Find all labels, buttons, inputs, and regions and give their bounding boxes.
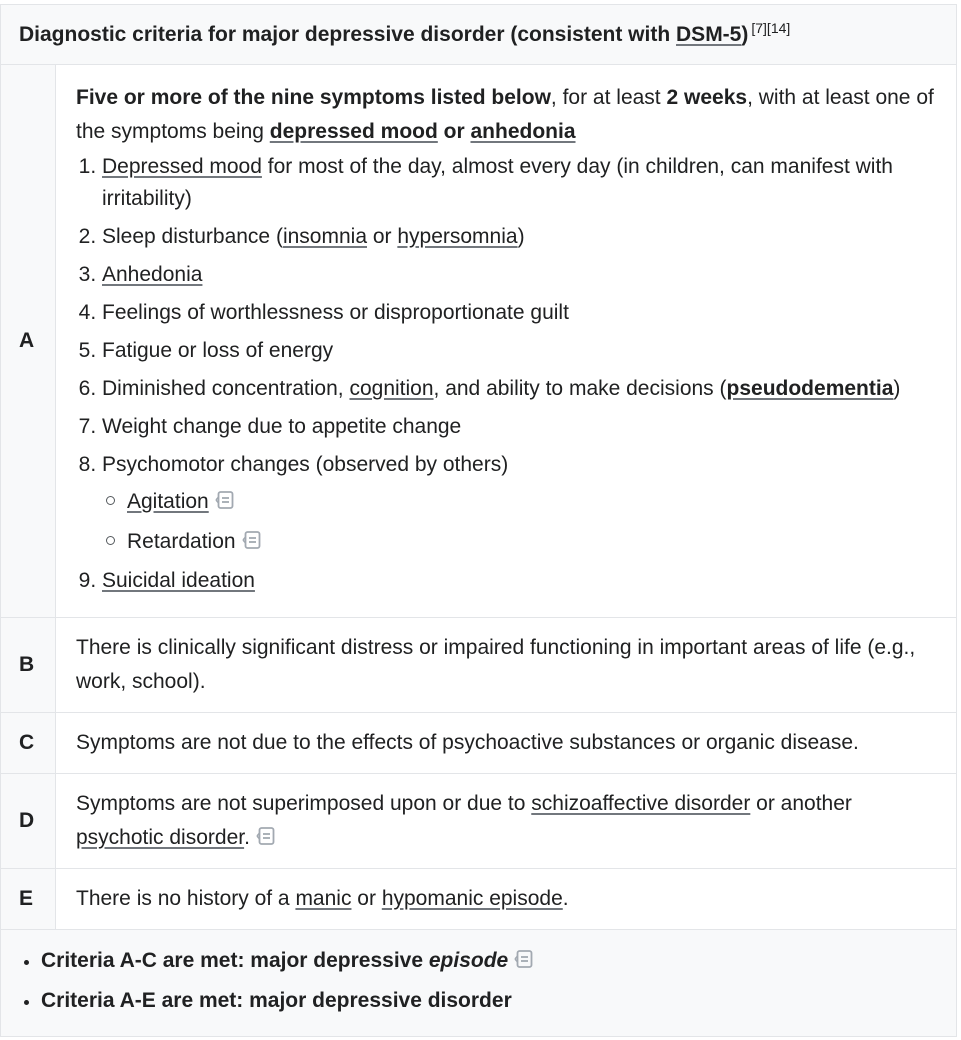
caption-text: Diagnostic criteria for major depressive disorder (consistent with — [19, 22, 677, 46]
criteria-table — [0, 4, 957, 1037]
depressed-mood-symptom-link[interactable]: Depressed mood — [102, 155, 262, 178]
caption-row — [1, 5, 957, 65]
footer-item-1-text: Criteria A-C are met: major depressive — [41, 949, 429, 972]
criterion-b-row — [1, 618, 957, 713]
list-item — [106, 485, 940, 519]
symptom-6-post: ) — [893, 377, 901, 400]
criterion-a-content — [56, 65, 957, 618]
intro-mid: , for at least — [550, 86, 667, 109]
list-item — [102, 259, 940, 291]
symptom-6-mid: , and ability to make decisions ( — [433, 377, 727, 400]
psychotic-disorder-link[interactable]: psychotic disorder — [76, 826, 245, 849]
criterion-c-label: C — [1, 713, 56, 774]
criterion-d-label: D — [1, 774, 56, 869]
depressed-mood-link[interactable]: depressed mood — [269, 120, 438, 143]
note-icon[interactable] — [514, 949, 534, 969]
criterion-d-content — [56, 774, 957, 869]
symptom-2-or: or — [367, 225, 398, 248]
list-item — [102, 373, 940, 405]
symptom-7-text: Weight change due to appetite change — [102, 415, 462, 438]
criterion-e-post: . — [562, 887, 569, 910]
symptom-list — [76, 151, 940, 597]
list-item — [102, 335, 940, 367]
criterion-d-row — [1, 774, 957, 869]
list-item — [41, 944, 940, 978]
note-icon[interactable] — [256, 826, 276, 846]
criterion-e-content — [56, 869, 957, 930]
criterion-d-mid: or another — [750, 792, 852, 815]
footer-list — [21, 944, 940, 1018]
pseudodementia-link[interactable]: pseudodementia — [726, 377, 894, 400]
list-item — [102, 565, 940, 597]
note-icon[interactable] — [242, 530, 262, 550]
circle-bullet-icon — [106, 536, 115, 545]
list-item — [102, 449, 940, 559]
criterion-b-label: B — [1, 618, 56, 713]
intro-or: or — [437, 120, 471, 143]
psychomotor-sublist — [102, 485, 940, 559]
criterion-e-row — [1, 869, 957, 930]
manic-link[interactable]: manic — [295, 887, 352, 910]
criterion-e-label: E — [1, 869, 56, 930]
anhedonia-link[interactable]: anhedonia — [470, 120, 576, 143]
criterion-d-post: . — [244, 826, 250, 849]
anhedonia-symptom-link[interactable]: Anhedonia — [102, 263, 203, 286]
criterion-e-mid: or — [351, 887, 382, 910]
intro-bold: Five or more of the nine symptoms listed below — [76, 86, 551, 109]
intro-duration: 2 weeks — [666, 86, 748, 109]
hypersomnia-link[interactable]: hypersomnia — [397, 225, 518, 248]
table-footer — [1, 930, 957, 1037]
footer-item-2-text: Criteria A-E are met: major depressive disorder — [41, 989, 512, 1012]
footer-item-1-em: episode — [428, 949, 509, 972]
dsm5-link[interactable]: DSM-5 — [676, 22, 742, 46]
list-item — [41, 984, 940, 1018]
suicidal-ideation-link[interactable]: Suicidal ideation — [102, 569, 255, 592]
intro-tail: , with at least one of the symptoms being — [76, 86, 934, 143]
list-item — [106, 525, 940, 559]
criterion-b-content: There is clinically significant distress or impaired functioning in important areas of life (e.g., work, school). — [56, 618, 957, 713]
circle-bullet-icon — [106, 496, 115, 505]
list-item — [102, 297, 940, 329]
symptom-2-text: Sleep disturbance ( — [102, 225, 283, 248]
symptom-5-text: Fatigue or loss of energy — [102, 339, 334, 362]
criterion-d-pre: Symptoms are not superimposed upon or due to — [76, 792, 532, 815]
symptom-8-text: Psychomotor changes (observed by others) — [102, 453, 509, 476]
list-item — [102, 151, 940, 215]
symptom-2-post: ) — [517, 225, 525, 248]
criterion-a-row — [1, 65, 957, 618]
criterion-c-content: Symptoms are not due to the effects of psychoactive substances or organic disease. — [56, 713, 957, 774]
symptom-4-text: Feelings of worthlessness or disproportionate guilt — [102, 301, 569, 324]
table-caption — [1, 5, 957, 65]
criterion-a-intro — [76, 81, 940, 149]
agitation-link[interactable]: Agitation — [127, 490, 209, 513]
symptom-1-text: for most of the day, almost every day (in children, can manifest with irritability) — [102, 155, 893, 210]
caption-close: ) — [741, 22, 749, 46]
criterion-e-pre: There is no history of a — [76, 887, 296, 910]
list-item — [102, 221, 940, 253]
symptom-6-text: Diminished concentration, — [102, 377, 350, 400]
schizoaffective-disorder-link[interactable]: schizoaffective disorder — [531, 792, 751, 815]
footer-row — [1, 930, 957, 1037]
criterion-c-row — [1, 713, 957, 774]
retardation-text: Retardation — [127, 530, 236, 553]
insomnia-link[interactable]: insomnia — [282, 225, 367, 248]
list-item — [102, 411, 940, 443]
note-icon[interactable] — [215, 490, 235, 510]
hypomanic-episode-link[interactable]: hypomanic episode — [381, 887, 563, 910]
cognition-link[interactable]: cognition — [349, 377, 434, 400]
criterion-a-label: A — [1, 65, 56, 618]
caption-refs[interactable]: [7][14] — [751, 19, 791, 36]
